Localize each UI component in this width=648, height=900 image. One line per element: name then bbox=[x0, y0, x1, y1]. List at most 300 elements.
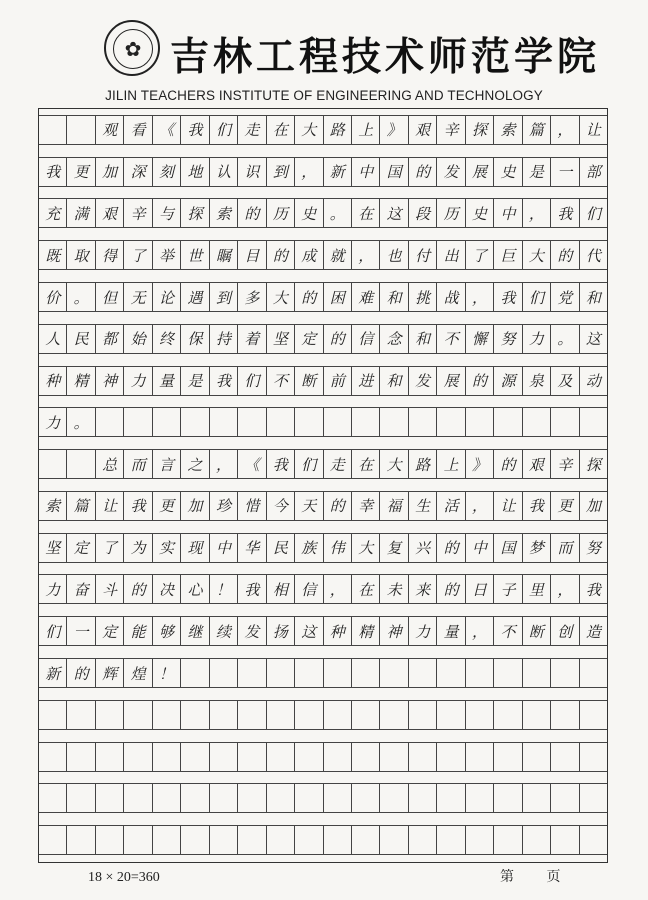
grid-cell bbox=[551, 783, 579, 813]
grid-cell bbox=[352, 658, 380, 688]
grid-cell: 代 bbox=[580, 240, 607, 270]
grid-row bbox=[39, 491, 607, 521]
grid-cell: ， bbox=[551, 115, 579, 145]
grid-cell bbox=[494, 783, 522, 813]
grid-cell bbox=[523, 742, 551, 772]
grid-cell: 神 bbox=[380, 616, 408, 646]
emblem-icon: ✿ bbox=[124, 37, 142, 61]
grid-cell bbox=[380, 407, 408, 437]
grid-cell: 这 bbox=[295, 616, 323, 646]
grid-cell: 断 bbox=[523, 616, 551, 646]
grid-cell: 探 bbox=[466, 115, 494, 145]
grid-cell bbox=[437, 407, 465, 437]
grid-cell: 更 bbox=[551, 491, 579, 521]
grid-cell bbox=[67, 449, 95, 479]
grid-cell: 发 bbox=[238, 616, 266, 646]
grid-cell bbox=[238, 783, 266, 813]
grid-cell: 们 bbox=[238, 366, 266, 396]
grid-cell: 了 bbox=[466, 240, 494, 270]
grid-cell bbox=[352, 700, 380, 730]
grid-cell: 了 bbox=[96, 533, 124, 563]
grid-cell: 来 bbox=[409, 574, 437, 604]
grid-cell bbox=[67, 742, 95, 772]
grid-cell: 刻 bbox=[153, 157, 181, 187]
grid-cell bbox=[67, 825, 95, 855]
grid-cell bbox=[324, 700, 352, 730]
grid-cell bbox=[295, 700, 323, 730]
school-name-chinese: 吉林工程技术师范学院 bbox=[170, 34, 601, 80]
grid-cell bbox=[124, 783, 152, 813]
grid-cell: 部 bbox=[580, 157, 607, 187]
grid-cell: 信 bbox=[295, 574, 323, 604]
grid-cell: 民 bbox=[67, 324, 95, 354]
grid-cell: 这 bbox=[580, 324, 607, 354]
grid-cell: 看 bbox=[124, 115, 152, 145]
grid-cell bbox=[267, 783, 295, 813]
grid-cell: 精 bbox=[67, 366, 95, 396]
grid-cell: 《 bbox=[153, 115, 181, 145]
grid-cell: 付 bbox=[409, 240, 437, 270]
grid-row bbox=[39, 198, 607, 228]
grid-cell: 与 bbox=[153, 198, 181, 228]
grid-cell: 认 bbox=[210, 157, 238, 187]
grid-cell bbox=[124, 700, 152, 730]
grid-cell: 信 bbox=[352, 324, 380, 354]
grid-cell: ， bbox=[210, 449, 238, 479]
grid-cell bbox=[153, 742, 181, 772]
grid-cell: 力 bbox=[39, 407, 67, 437]
grid-row bbox=[39, 449, 607, 479]
grid-cell: 的 bbox=[551, 240, 579, 270]
grid-cell: 大 bbox=[295, 115, 323, 145]
grid-cell: 的 bbox=[409, 157, 437, 187]
grid-cell bbox=[238, 825, 266, 855]
grid-cell bbox=[124, 825, 152, 855]
grid-cell: 在 bbox=[352, 449, 380, 479]
grid-cell: 让 bbox=[580, 115, 607, 145]
grid-cell: 探 bbox=[181, 198, 209, 228]
grid-cell: 而 bbox=[551, 533, 579, 563]
grid-cell: 总 bbox=[96, 449, 124, 479]
grid-cell: 续 bbox=[210, 616, 238, 646]
grid-cell: 》 bbox=[380, 115, 408, 145]
grid-cell: 目 bbox=[238, 240, 266, 270]
grid-cell bbox=[96, 700, 124, 730]
grid-cell bbox=[324, 783, 352, 813]
grid-row bbox=[39, 115, 607, 145]
grid-rows bbox=[39, 109, 607, 862]
grid-cell: 和 bbox=[580, 282, 607, 312]
grid-cell bbox=[267, 658, 295, 688]
grid-cell bbox=[523, 825, 551, 855]
page-suffix: 页 bbox=[546, 869, 561, 885]
grid-cell: 充 bbox=[39, 198, 67, 228]
grid-cell: 种 bbox=[324, 616, 352, 646]
grid-cell: 挑 bbox=[409, 282, 437, 312]
grid-cell: 的 bbox=[466, 366, 494, 396]
grid-cell bbox=[523, 700, 551, 730]
grid-cell bbox=[352, 825, 380, 855]
grid-cell bbox=[181, 742, 209, 772]
grid-row bbox=[39, 700, 607, 730]
grid-cell bbox=[124, 742, 152, 772]
grid-cell: 不 bbox=[267, 366, 295, 396]
grid-cell bbox=[96, 742, 124, 772]
grid-cell: 梦 bbox=[523, 533, 551, 563]
grid-cell: 坚 bbox=[267, 324, 295, 354]
grid-cell bbox=[67, 115, 95, 145]
grid-cell: 够 bbox=[153, 616, 181, 646]
grid-cell: ， bbox=[466, 282, 494, 312]
grid-cell: 惜 bbox=[238, 491, 266, 521]
grid-cell: 辛 bbox=[124, 198, 152, 228]
grid-cell bbox=[580, 700, 607, 730]
grid-cell: 历 bbox=[267, 198, 295, 228]
grid-cell bbox=[409, 825, 437, 855]
grid-cell: 在 bbox=[352, 198, 380, 228]
grid-cell: 索 bbox=[494, 115, 522, 145]
grid-cell bbox=[551, 825, 579, 855]
grid-cell: 篇 bbox=[523, 115, 551, 145]
grid-cell bbox=[267, 825, 295, 855]
grid-cell: 国 bbox=[380, 157, 408, 187]
grid-cell: 。 bbox=[67, 407, 95, 437]
grid-cell: 。 bbox=[67, 282, 95, 312]
grid-cell: 这 bbox=[380, 198, 408, 228]
grid-cell: 《 bbox=[238, 449, 266, 479]
grid-cell: ， bbox=[551, 574, 579, 604]
grid-cell: 展 bbox=[437, 366, 465, 396]
grid-row bbox=[39, 324, 607, 354]
grid-cell: 的 bbox=[295, 282, 323, 312]
grid-cell: 力 bbox=[39, 574, 67, 604]
grid-cell: 现 bbox=[181, 533, 209, 563]
grid-cell: 出 bbox=[437, 240, 465, 270]
grid-cell: ， bbox=[295, 157, 323, 187]
grid-cell bbox=[380, 783, 408, 813]
grid-cell: 加 bbox=[181, 491, 209, 521]
grid-cell bbox=[153, 407, 181, 437]
grid-cell: 发 bbox=[437, 157, 465, 187]
grid-cell bbox=[380, 658, 408, 688]
grid-cell: 发 bbox=[409, 366, 437, 396]
grid-cell: 源 bbox=[494, 366, 522, 396]
grid-row bbox=[39, 742, 607, 772]
grid-cell: 路 bbox=[409, 449, 437, 479]
grid-cell: 中 bbox=[466, 533, 494, 563]
grid-cell bbox=[437, 783, 465, 813]
grid-row bbox=[39, 407, 607, 437]
grid-cell bbox=[551, 742, 579, 772]
grid-cell: 坚 bbox=[39, 533, 67, 563]
grid-cell: 艰 bbox=[523, 449, 551, 479]
grid-cell: 煌 bbox=[124, 658, 152, 688]
grid-cell: 奋 bbox=[67, 574, 95, 604]
grid-cell bbox=[380, 742, 408, 772]
grid-cell bbox=[96, 783, 124, 813]
grid-cell: 是 bbox=[181, 366, 209, 396]
grid-cell: 努 bbox=[494, 324, 522, 354]
grid-cell: 兴 bbox=[409, 533, 437, 563]
grid-row bbox=[39, 282, 607, 312]
grid-cell bbox=[380, 825, 408, 855]
grid-cell: 新 bbox=[39, 658, 67, 688]
grid-cell: 持 bbox=[210, 324, 238, 354]
grid-cell: 华 bbox=[238, 533, 266, 563]
grid-cell: 前 bbox=[324, 366, 352, 396]
grid-cell: 们 bbox=[39, 616, 67, 646]
grid-cell: 们 bbox=[210, 115, 238, 145]
grid-cell: 史 bbox=[466, 198, 494, 228]
grid-cell: 就 bbox=[324, 240, 352, 270]
grid-cell bbox=[39, 783, 67, 813]
grid-cell bbox=[181, 825, 209, 855]
grid-cell: 未 bbox=[380, 574, 408, 604]
grid-cell: 深 bbox=[124, 157, 152, 187]
grid-cell: 困 bbox=[324, 282, 352, 312]
grid-cell: 上 bbox=[352, 115, 380, 145]
grid-cell: 相 bbox=[267, 574, 295, 604]
grid-cell bbox=[238, 742, 266, 772]
grid-cell: 国 bbox=[494, 533, 522, 563]
grid-cell: 继 bbox=[181, 616, 209, 646]
grid-cell: 既 bbox=[39, 240, 67, 270]
grid-cell: 创 bbox=[551, 616, 579, 646]
grid-cell bbox=[153, 783, 181, 813]
grid-cell: ， bbox=[466, 491, 494, 521]
grid-cell: 让 bbox=[96, 491, 124, 521]
grid-cell: 进 bbox=[352, 366, 380, 396]
grid-row bbox=[39, 825, 607, 855]
grid-cell: 伟 bbox=[324, 533, 352, 563]
grid-row bbox=[39, 574, 607, 604]
grid-cell: 索 bbox=[210, 198, 238, 228]
grid-cell: 里 bbox=[523, 574, 551, 604]
grid-cell: 一 bbox=[551, 157, 579, 187]
grid-cell bbox=[409, 783, 437, 813]
grid-cell: 》 bbox=[466, 449, 494, 479]
grid-cell bbox=[153, 700, 181, 730]
grid-cell: 但 bbox=[96, 282, 124, 312]
grid-cell: 民 bbox=[267, 533, 295, 563]
grid-cell: 举 bbox=[153, 240, 181, 270]
grid-cell: ， bbox=[523, 198, 551, 228]
grid-cell bbox=[523, 658, 551, 688]
grid-cell: 价 bbox=[39, 282, 67, 312]
grid-cell: 观 bbox=[96, 115, 124, 145]
grid-cell bbox=[466, 783, 494, 813]
grid-cell: 新 bbox=[324, 157, 352, 187]
grid-cell: 到 bbox=[210, 282, 238, 312]
grid-cell bbox=[181, 783, 209, 813]
grid-cell bbox=[39, 742, 67, 772]
grid-cell: 的 bbox=[324, 324, 352, 354]
grid-row bbox=[39, 658, 607, 688]
grid-row bbox=[39, 783, 607, 813]
grid-cell bbox=[324, 742, 352, 772]
grid-cell: 满 bbox=[67, 198, 95, 228]
grid-cell: 中 bbox=[494, 198, 522, 228]
grid-cell bbox=[39, 449, 67, 479]
grid-cell: 艰 bbox=[409, 115, 437, 145]
grid-cell bbox=[267, 407, 295, 437]
grid-cell: 无 bbox=[124, 282, 152, 312]
grid-cell bbox=[523, 407, 551, 437]
grid-cell: 的 bbox=[124, 574, 152, 604]
grid-cell: 大 bbox=[352, 533, 380, 563]
grid-cell: 多 bbox=[238, 282, 266, 312]
grid-cell: 路 bbox=[324, 115, 352, 145]
grid-cell: 我 bbox=[210, 366, 238, 396]
grid-cell bbox=[437, 825, 465, 855]
grid-cell bbox=[124, 407, 152, 437]
grid-cell: 保 bbox=[181, 324, 209, 354]
grid-cell: 种 bbox=[39, 366, 67, 396]
grid-row bbox=[39, 616, 607, 646]
grid-cell: 成 bbox=[295, 240, 323, 270]
grid-cell bbox=[181, 407, 209, 437]
grid-cell: 走 bbox=[238, 115, 266, 145]
grid-cell: 复 bbox=[380, 533, 408, 563]
grid-row bbox=[39, 240, 607, 270]
grid-cell bbox=[295, 407, 323, 437]
grid-cell: 辉 bbox=[96, 658, 124, 688]
grid-cell bbox=[551, 658, 579, 688]
grid-cell: 造 bbox=[580, 616, 607, 646]
grid-cell: 加 bbox=[580, 491, 607, 521]
grid-cell bbox=[238, 700, 266, 730]
grid-cell bbox=[409, 742, 437, 772]
grid-cell: 今 bbox=[267, 491, 295, 521]
grid-cell bbox=[295, 658, 323, 688]
grid-cell: 扬 bbox=[267, 616, 295, 646]
grid-cell: ， bbox=[324, 574, 352, 604]
grid-cell: 历 bbox=[437, 198, 465, 228]
grid-cell: 断 bbox=[295, 366, 323, 396]
grid-cell: 难 bbox=[352, 282, 380, 312]
grid-cell bbox=[494, 658, 522, 688]
grid-cell: 辛 bbox=[551, 449, 579, 479]
grid-cell: 。 bbox=[324, 198, 352, 228]
grid-cell bbox=[580, 407, 607, 437]
grid-cell bbox=[380, 700, 408, 730]
grid-cell: 一 bbox=[67, 616, 95, 646]
grid-cell: 族 bbox=[295, 533, 323, 563]
grid-cell: 言 bbox=[153, 449, 181, 479]
grid-cell: 。 bbox=[551, 324, 579, 354]
grid-cell: 们 bbox=[580, 198, 607, 228]
grid-cell bbox=[466, 700, 494, 730]
grid-cell: ！ bbox=[210, 574, 238, 604]
grid-cell: 是 bbox=[523, 157, 551, 187]
grid-cell: 的 bbox=[437, 533, 465, 563]
grid-cell: 的 bbox=[494, 449, 522, 479]
grid-cell: ， bbox=[466, 616, 494, 646]
grid-cell bbox=[494, 407, 522, 437]
grid-cell: 的 bbox=[267, 240, 295, 270]
grid-cell: 活 bbox=[437, 491, 465, 521]
grid-cell: 我 bbox=[124, 491, 152, 521]
grid-cell: 力 bbox=[409, 616, 437, 646]
grid-cell: 懈 bbox=[466, 324, 494, 354]
grid-cell: 始 bbox=[124, 324, 152, 354]
grid-cell: 不 bbox=[437, 324, 465, 354]
grid-cell bbox=[409, 700, 437, 730]
grid-cell: 都 bbox=[96, 324, 124, 354]
grid-cell: 遇 bbox=[181, 282, 209, 312]
grid-cell: 让 bbox=[494, 491, 522, 521]
grid-cell: 我 bbox=[494, 282, 522, 312]
grid-cell bbox=[267, 742, 295, 772]
letterhead bbox=[0, 0, 648, 110]
grid-cell: 我 bbox=[523, 491, 551, 521]
grid-cell: 取 bbox=[67, 240, 95, 270]
grid-cell: 世 bbox=[181, 240, 209, 270]
grid-cell bbox=[295, 783, 323, 813]
grid-cell bbox=[466, 825, 494, 855]
grid-cell: 大 bbox=[380, 449, 408, 479]
grid-cell: 之 bbox=[181, 449, 209, 479]
grid-cell bbox=[210, 783, 238, 813]
grid-cell: 到 bbox=[267, 157, 295, 187]
grid-cell: 中 bbox=[210, 533, 238, 563]
grid-cell: 及 bbox=[551, 366, 579, 396]
grid-cell bbox=[67, 783, 95, 813]
grid-cell bbox=[324, 825, 352, 855]
grid-cell: 中 bbox=[352, 157, 380, 187]
grid-cell: 泉 bbox=[523, 366, 551, 396]
grid-cell: 我 bbox=[39, 157, 67, 187]
grid-cell: 论 bbox=[153, 282, 181, 312]
grid-cell: 定 bbox=[67, 533, 95, 563]
grid-cell bbox=[466, 658, 494, 688]
grid-cell: 神 bbox=[96, 366, 124, 396]
composition-grid bbox=[38, 108, 608, 863]
grid-cell bbox=[409, 407, 437, 437]
grid-cell: 斗 bbox=[96, 574, 124, 604]
grid-cell: 动 bbox=[580, 366, 607, 396]
grid-cell bbox=[181, 700, 209, 730]
grid-cell bbox=[210, 700, 238, 730]
grid-cell: 在 bbox=[352, 574, 380, 604]
grid-cell bbox=[523, 783, 551, 813]
grid-cell bbox=[210, 407, 238, 437]
grid-cell: 战 bbox=[437, 282, 465, 312]
grid-cell: 党 bbox=[551, 282, 579, 312]
grid-cell: 了 bbox=[124, 240, 152, 270]
grid-cell bbox=[39, 115, 67, 145]
grid-cell: 瞩 bbox=[210, 240, 238, 270]
grid-cell: 的 bbox=[437, 574, 465, 604]
grid-cell bbox=[39, 825, 67, 855]
grid-cell bbox=[210, 825, 238, 855]
grid-cell: 定 bbox=[96, 616, 124, 646]
grid-cell: 史 bbox=[295, 198, 323, 228]
grid-cell: 走 bbox=[324, 449, 352, 479]
grid-cell: 为 bbox=[124, 533, 152, 563]
grid-cell bbox=[437, 700, 465, 730]
grid-cell: 史 bbox=[494, 157, 522, 187]
grid-cell: 更 bbox=[153, 491, 181, 521]
grid-cell: 能 bbox=[124, 616, 152, 646]
grid-cell: 珍 bbox=[210, 491, 238, 521]
grid-cell bbox=[39, 700, 67, 730]
grid-cell: 我 bbox=[580, 574, 607, 604]
grid-cell bbox=[324, 658, 352, 688]
grid-cell bbox=[295, 742, 323, 772]
grid-cell: 精 bbox=[352, 616, 380, 646]
grid-cell bbox=[437, 658, 465, 688]
